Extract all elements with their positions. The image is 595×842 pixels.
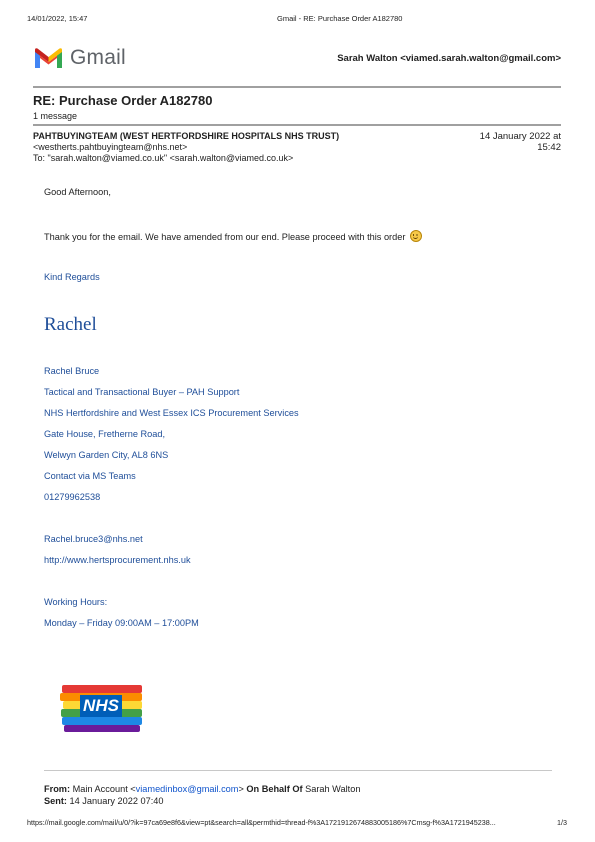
quoted-from-value: Main Account < [72,784,136,794]
thread-subject: RE: Purchase Order A182780 [33,93,213,108]
quoted-from [44,784,360,794]
signature-script: Rachel [44,314,97,335]
quoted-from-label: From: [44,784,71,794]
print-page-title: Gmail - RE: Purchase Order A182780 [277,14,403,23]
sig-web-link[interactable]: http://www.hertsprocurement.nhs.uk [44,555,191,565]
sig-org: NHS Hertfordshire and West Essex ICS Procurement Services [44,408,299,418]
working-hours: Monday – Friday 09:00AM – 17:00PM [44,618,199,628]
quoted-behalf-value: Sarah Walton [305,784,361,794]
header-divider [33,86,561,88]
greeting: Good Afternoon, [44,187,111,197]
body-sentence: Thank you for the email. We have amended from our end. Please proceed with this order [44,232,406,242]
quoted-from-email[interactable]: viamedinbox@gmail.com [135,784,239,794]
smiley-emoji-icon [410,230,422,242]
print-page-number: 1/3 [557,818,567,827]
subject-divider [33,124,561,126]
quoted-sent-label: Sent: [44,796,67,806]
sig-phone: 01279962538 [44,492,101,502]
sig-name: Rachel Bruce [44,366,100,376]
quoted-behalf-label: On Behalf Of [246,784,303,794]
message-count: 1 message [33,111,78,121]
message-time: 15:42 [537,142,561,153]
sig-address-2: Welwyn Garden City, AL8 6NS [44,450,169,460]
gmail-logo[interactable] [33,44,126,72]
quoted-sent-value: 14 January 2022 07:40 [69,796,164,806]
sender-name: PAHTBUYINGTEAM (WEST HERTFORDSHIRE HOSPITALS NHS TRUST) [33,131,340,141]
sig-address-1: Gate House, Fretherne Road, [44,429,166,439]
nhs-logo-text: NHS [83,696,119,715]
nhs-rainbow-logo [60,681,144,735]
sig-contact: Contact via MS Teams [44,471,136,481]
hours-label: Working Hours: [44,597,108,607]
quoted-from-end: > [238,784,244,794]
sig-title: Tactical and Transactional Buyer – PAH Support [44,387,240,397]
message-date-line1: 14 January 2022 at [479,131,561,142]
message-date [480,131,561,153]
closing: Kind Regards [44,272,100,282]
quote-divider [44,770,552,771]
sender-email: <westherts.pahtbuyingteam@nhs.net> [33,142,188,152]
print-footer-url: https://mail.google.com/mail/u/0/?ik=97ca69e8f6&view=pt&search=all&permthid=thread-f%3A1721912674883005186%7Cmsg-f%3A1721945238... [27,818,496,827]
body-text [44,230,422,242]
recipient-line: To: "sarah.walton@viamed.co.uk" <sarah.walton@viamed.co.uk> [33,153,294,163]
gmail-logo-icon [33,46,64,70]
print-datetime: 14/01/2022, 15:47 [27,14,88,23]
account-user: Sarah Walton <viamed.sarah.walton@gmail.com> [337,53,561,64]
quoted-sent [44,796,164,806]
sig-email-link[interactable]: Rachel.bruce3@nhs.net [44,534,143,544]
gmail-wordmark: Gmail [70,46,126,69]
